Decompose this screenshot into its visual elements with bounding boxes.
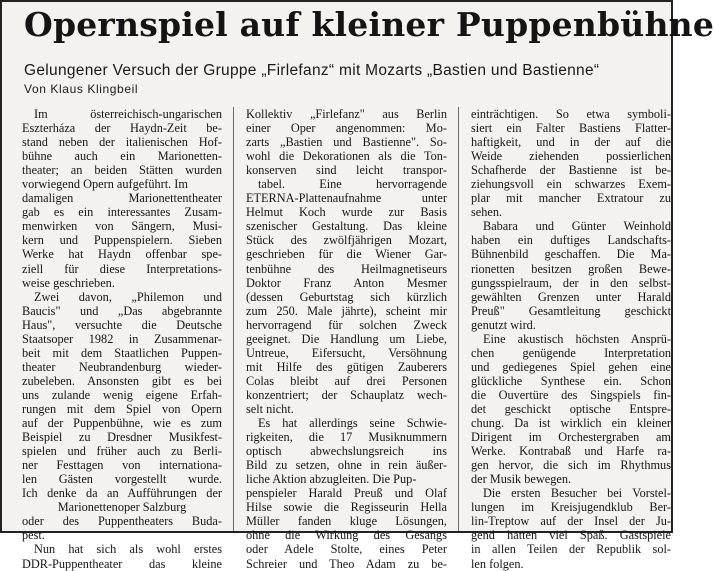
text-line: ETERNA-Plattenaufnahme unter [246, 191, 447, 206]
text-line: geeignet. Die Handlung um Liebe, [246, 331, 447, 346]
text-line: penspieler Harald Preuß und Olaf [246, 486, 447, 501]
text-line: selt nicht. [246, 401, 294, 416]
text-line: konserven sind leicht transpor- [246, 163, 447, 178]
text-line: Es hat allerdings seine Schwie- [258, 416, 447, 431]
text-line: gend hatten viel Spaß. Gastspiele [471, 528, 671, 543]
text-line: Haus", versuchte die Deutsche [22, 317, 222, 332]
text-line: geschrieben für die Wiener Gar- [246, 247, 447, 262]
text-line: lungen im Kreisjugendklub Ber- [471, 500, 671, 515]
text-line: Untreue, Eifersucht, Versöhnung [246, 345, 447, 360]
text-line: und gediegenes Spiel gehen eine [471, 359, 671, 374]
text-line: Eine akustisch höchsten Ansprü- [483, 331, 671, 346]
text-line: optisch abwechslungsreich ins [246, 444, 447, 459]
text-line: Schafherde der Bastienne ist be- [471, 163, 671, 178]
text-line: det geschickt optische Entspre- [471, 401, 671, 416]
text-line: zum 250. Male jährte), scheint mir [246, 303, 447, 318]
text-line: theater; an beiden Stätten wurden [22, 163, 222, 178]
text-line: beit mit dem Staatlichen Puppen- [22, 345, 222, 360]
text-line: Dirigent im Orchestergraben am [471, 430, 671, 445]
text-line: Baucis" und „Das abgebrannte [22, 303, 222, 318]
text-line: gab es ein interessantes Zusam- [22, 205, 222, 220]
text-line: mit Hilfe des gütigen Zauberers [246, 359, 447, 374]
byline: Von Klaus Klingbeil [24, 82, 139, 96]
text-line: Kollektiv „Firlefanz" aus Berlin [246, 107, 447, 121]
text-line: glückliche Synthese ein. Schon [471, 373, 671, 388]
text-line: Doktor Franz Anton Mesmer [246, 275, 447, 290]
text-line: einträchtigen. So etwa symboli- [471, 107, 671, 121]
text-line: ner Festtagen von internationa- [22, 458, 222, 473]
text-line: Müller fanden kluge Lösungen, [246, 514, 447, 529]
text-line: Hilse sowie die Regisseurin Hella [246, 500, 447, 515]
text-line: Beispiel zu Dresdner Musikfest- [22, 430, 222, 445]
text-line: in allen Teilen der Republik sol- [471, 542, 671, 557]
text-line: chung. Da ist wirklich ein kleiner [471, 416, 671, 431]
text-line: Bühnenbild geschaffen. Die Ma- [471, 247, 671, 262]
text-line: hervorragend für solchen Zweck [246, 317, 447, 332]
text-line: stand neben der italienischen Hof- [22, 135, 222, 150]
text-line: konzentriert; der Schauplatz wech- [246, 387, 447, 402]
column-divider [458, 107, 459, 531]
text-line: sehen. [471, 205, 503, 220]
text-line: einer Oper angenommen: Mo- [246, 121, 447, 136]
text-line: bühne auch ein Marionetten- [22, 149, 222, 164]
text-line: (dessen Geburtstag sich kürzlich [246, 289, 447, 304]
text-line: DDR-Puppentheater das kleine [22, 556, 222, 571]
text-line: kern und Puppenspielern. Sieben [22, 233, 222, 248]
text-line: auf der Puppenbühne, wie es zum [22, 416, 222, 431]
text-line: vorwiegend Opern aufgeführt. Im [22, 177, 188, 192]
text-line: Zwei davon, „Philemon und [34, 289, 222, 304]
text-line: Bild zu setzen, ohne in rein äußer- [246, 458, 447, 473]
text-line: uns zulande wenig eigene Erfah- [22, 387, 222, 402]
text-line: spielen und früher auch zu Berli- [22, 444, 222, 459]
text-line: gungsspielraum, der in den selbst- [471, 275, 671, 290]
text-line: chen genügende Interpretation [471, 345, 671, 360]
text-line: oder Adele Stolte, eines Peter [246, 542, 447, 557]
text-line: zubeleben. Ansonsten gibt es bei [22, 373, 222, 388]
text-line: haben ein duftiges Landschafts- [471, 233, 671, 248]
text-line: szenischer Gestaltung. Das kleine [246, 219, 447, 234]
text-line: liche Aktion abzugleiten. Die Pup- [246, 472, 417, 487]
text-line: Helmut Koch wurde zur Basis [246, 205, 447, 220]
text-line: Die ersten Besucher bei Vorstel- [483, 486, 671, 501]
text-line: damaligen Marionettentheater [22, 191, 222, 206]
text-line: Weide ziehenden possierlichen [471, 149, 671, 164]
text-line: rigkeiten, die 17 Musiknummern [246, 430, 447, 445]
text-line: menwirken von Sängern, Musi- [22, 219, 222, 234]
headline: Opernspiel auf kleiner Puppenbühne [24, 5, 714, 44]
text-line: Colas bleibt auf drei Personen [246, 373, 447, 388]
text-line: Babara und Günter Weinhold [483, 219, 671, 234]
article-column-3 [471, 107, 671, 571]
text-line: gewählten Grenzen unter Harald [471, 289, 671, 304]
text-line: haftigkeit, und in der auf die [471, 135, 671, 150]
text-line: pest. [22, 528, 45, 543]
text-line: zarts „Bastien und Bastienne". So- [246, 135, 447, 150]
text-line: ziell für diese Interpretations- [22, 261, 222, 276]
column-divider [233, 107, 234, 531]
text-line: die Ouvertüre des Singspiels fin- [471, 387, 671, 402]
text-line: rungen mit dem Spiel von Opern [22, 401, 222, 416]
text-line: gen hervor, die sich im Rhythmus [471, 458, 671, 473]
text-line: rionetten besitzen großen Bewe- [471, 261, 671, 276]
text-line: genutzt wird. [471, 317, 536, 332]
text-line: wohl die Dekorationen als die Ton- [246, 149, 447, 164]
subheadline: Gelungener Versuch der Gruppe „Firlefanz“ mit Mozarts „Bastien und Bastienne“ [24, 62, 600, 79]
article-column-1 [22, 107, 222, 571]
text-line: Marionettenoper Salzburg [57, 500, 187, 515]
text-line: tenbühne des Heilmagnetiseurs [246, 261, 447, 276]
text-line: Stück des zwölfjährigen Mozart, [246, 233, 447, 248]
text-line: ohne die Wirkung des Gesangs [246, 528, 447, 543]
text-line: ziehungsvoll ein schwarzes Exem- [471, 177, 671, 192]
text-line: Schreier und Theo Adam zu be- [246, 556, 447, 571]
text-line: weise geschrieben. [22, 275, 115, 290]
text-line: plar mit mancher Extratour zu [471, 191, 671, 206]
text-line: Werke hat Haydn offenbar spe- [22, 247, 222, 262]
text-line: theater Neubrandenburg wieder- [22, 359, 222, 374]
text-line: tabel. Eine hervorragende [258, 177, 447, 192]
text-line: Eszterháza der Haydn-Zeit be- [22, 121, 222, 136]
text-line: Werke. Kontrabaß und Harfe ra- [471, 444, 671, 459]
text-line: Preuß" Gesamtleitung geschickt [471, 303, 671, 318]
text-line: Ich denke da an Aufführungen der [22, 486, 222, 501]
text-line: siert ein Falter Bastiens Flatter- [471, 121, 671, 136]
article-column-2 [246, 107, 447, 571]
text-line: der Musik bewegen. [471, 472, 572, 487]
text-line: len folgen. [471, 556, 524, 571]
text-line: len Gästen vorgestellt wurde. [22, 472, 222, 487]
text-line: Im österreichisch-ungarischen [34, 107, 222, 121]
text-line: Nun hat sich als wohl erstes [34, 542, 222, 557]
text-line: oder des Puppentheaters Buda- [22, 514, 222, 529]
text-line: Staatsoper 1982 in Zusammenar- [22, 331, 222, 346]
text-line: lin-Treptow auf der Insel der Ju- [471, 514, 671, 529]
